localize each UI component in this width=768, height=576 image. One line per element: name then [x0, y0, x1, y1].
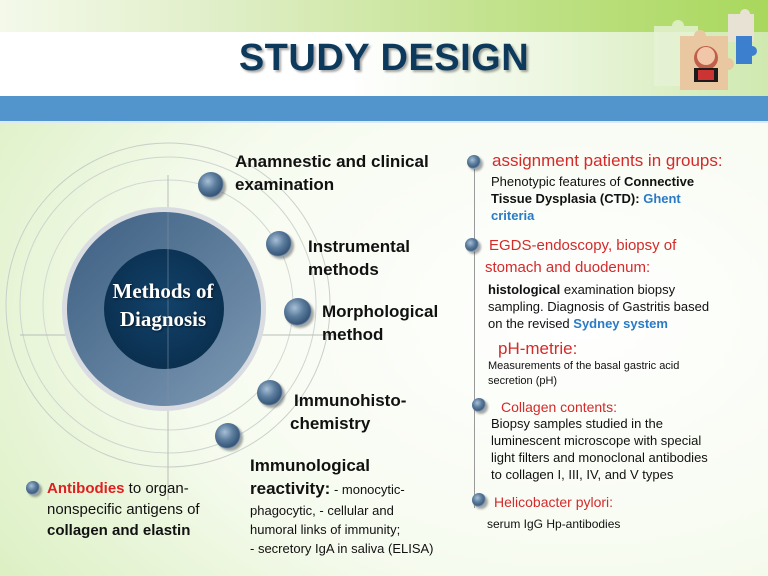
right-item-2-line3 [488, 315, 709, 332]
right-item-2-heading1: EGDS-endoscopy, biopsy of [489, 237, 677, 254]
method-morphological-line1: Morphological [322, 302, 439, 321]
right-item-1-line2 [491, 190, 694, 207]
sphere-bullet-icon [26, 481, 40, 495]
antibodies-line3: collagen and elastin [47, 522, 191, 539]
right-item-1-blue2: criteria [491, 208, 535, 223]
antibodies-highlight: Antibodies [47, 480, 125, 497]
method-anamnestic-line2: examination [235, 175, 335, 194]
antibodies-line1 [47, 478, 200, 499]
right-item-1-blue: Ghent [643, 191, 681, 206]
right-item-4-line2: luminescent microscope with special [491, 433, 702, 448]
right-item-2-text1: examination biopsy [560, 282, 676, 297]
right-item-1-heading: assignment patients in groups: [492, 151, 723, 170]
slide-title: STUDY DESIGN [238, 37, 530, 79]
right-item-2-bold: histological [488, 282, 561, 297]
right-item-1-bold: Connective [623, 174, 695, 189]
right-item-4-body [491, 415, 708, 483]
antibodies-line2: nonspecific antigens of [47, 501, 200, 518]
antibodies-rest1: to organ- [124, 480, 189, 497]
method-immunological [250, 454, 434, 558]
method-immunohistochemistry [290, 389, 406, 435]
center-label-line1: Methods of [112, 279, 214, 303]
sphere-bullet-icon [257, 380, 283, 406]
center-label-line2: Diagnosis [119, 307, 207, 331]
right-item-3-body [488, 359, 679, 389]
sphere-bullet-icon [472, 493, 486, 507]
right-item-5-body: serum IgG Hp-antibodies [487, 517, 621, 531]
method-anamnestic-line1: Anamnestic and clinical [235, 152, 429, 171]
right-item-1-line1 [491, 173, 694, 190]
right-item-4-line3: light filters and monoclonal antibodies [491, 450, 708, 465]
right-item-4-heading: Collagen contents: [501, 399, 617, 415]
right-item-4-line4: to collagen I, III, IV, and V types [491, 467, 674, 482]
sphere-bullet-icon [266, 231, 292, 257]
timeline-line [474, 163, 475, 508]
right-item-2-text3: on the revised [488, 316, 574, 331]
method-immunohisto-line2: chemistry [290, 414, 371, 433]
method-immunological-line5: - secretory IgA in saliva (ELISA) [250, 541, 434, 556]
right-item-3-heading: pH-metrie: [498, 339, 578, 358]
center-label [78, 277, 248, 333]
method-instrumental-line1: Instrumental [308, 237, 411, 256]
method-immunological-line2 [250, 477, 434, 501]
method-instrumental [308, 235, 410, 281]
right-item-4-line1: Biopsy samples studied in the [491, 416, 663, 431]
sphere-bullet-icon [467, 155, 481, 169]
sphere-bullet-icon [284, 298, 312, 326]
right-item-2-line2: sampling. Diagnosis of Gastritis based [488, 299, 710, 314]
right-item-3-line1: Measurements of the basal gastric acid [488, 360, 680, 372]
sphere-bullet-icon [215, 423, 241, 449]
right-item-2-heading2: stomach and duodenum: [485, 259, 651, 276]
right-item-1-bold2: Tissue Dysplasia (CTD): [491, 191, 644, 206]
right-item-1-line3 [491, 207, 694, 224]
method-instrumental-line2: methods [308, 260, 379, 279]
method-immunological-bold: reactivity: [250, 479, 331, 498]
sphere-bullet-icon [465, 238, 479, 252]
method-immunological-rest: - monocytic- [330, 482, 405, 497]
right-item-5-heading: Helicobacter pylori: [494, 494, 614, 510]
method-morphological [322, 300, 438, 346]
method-anamnestic [235, 150, 429, 196]
sphere-bullet-icon [198, 172, 224, 198]
right-item-2-blue: Sydney system [573, 316, 668, 331]
method-immunological-line1: Immunological [250, 456, 370, 475]
sphere-bullet-icon [472, 398, 486, 412]
method-immunological-line4: humoral links of immunity; [250, 522, 401, 537]
method-immunological-line3: phagocytic, - cellular and [250, 503, 394, 518]
method-morphological-line2: method [322, 325, 384, 344]
antibodies-block [47, 478, 200, 541]
right-item-2-body [488, 281, 709, 332]
right-item-1-text: Phenotypic features of [491, 174, 624, 189]
method-immunohisto-line1: Immunohisto- [294, 391, 407, 410]
right-item-3-line2: secretion (pH) [488, 375, 558, 387]
right-item-1-body [491, 173, 694, 224]
right-item-2-line1 [488, 281, 709, 298]
